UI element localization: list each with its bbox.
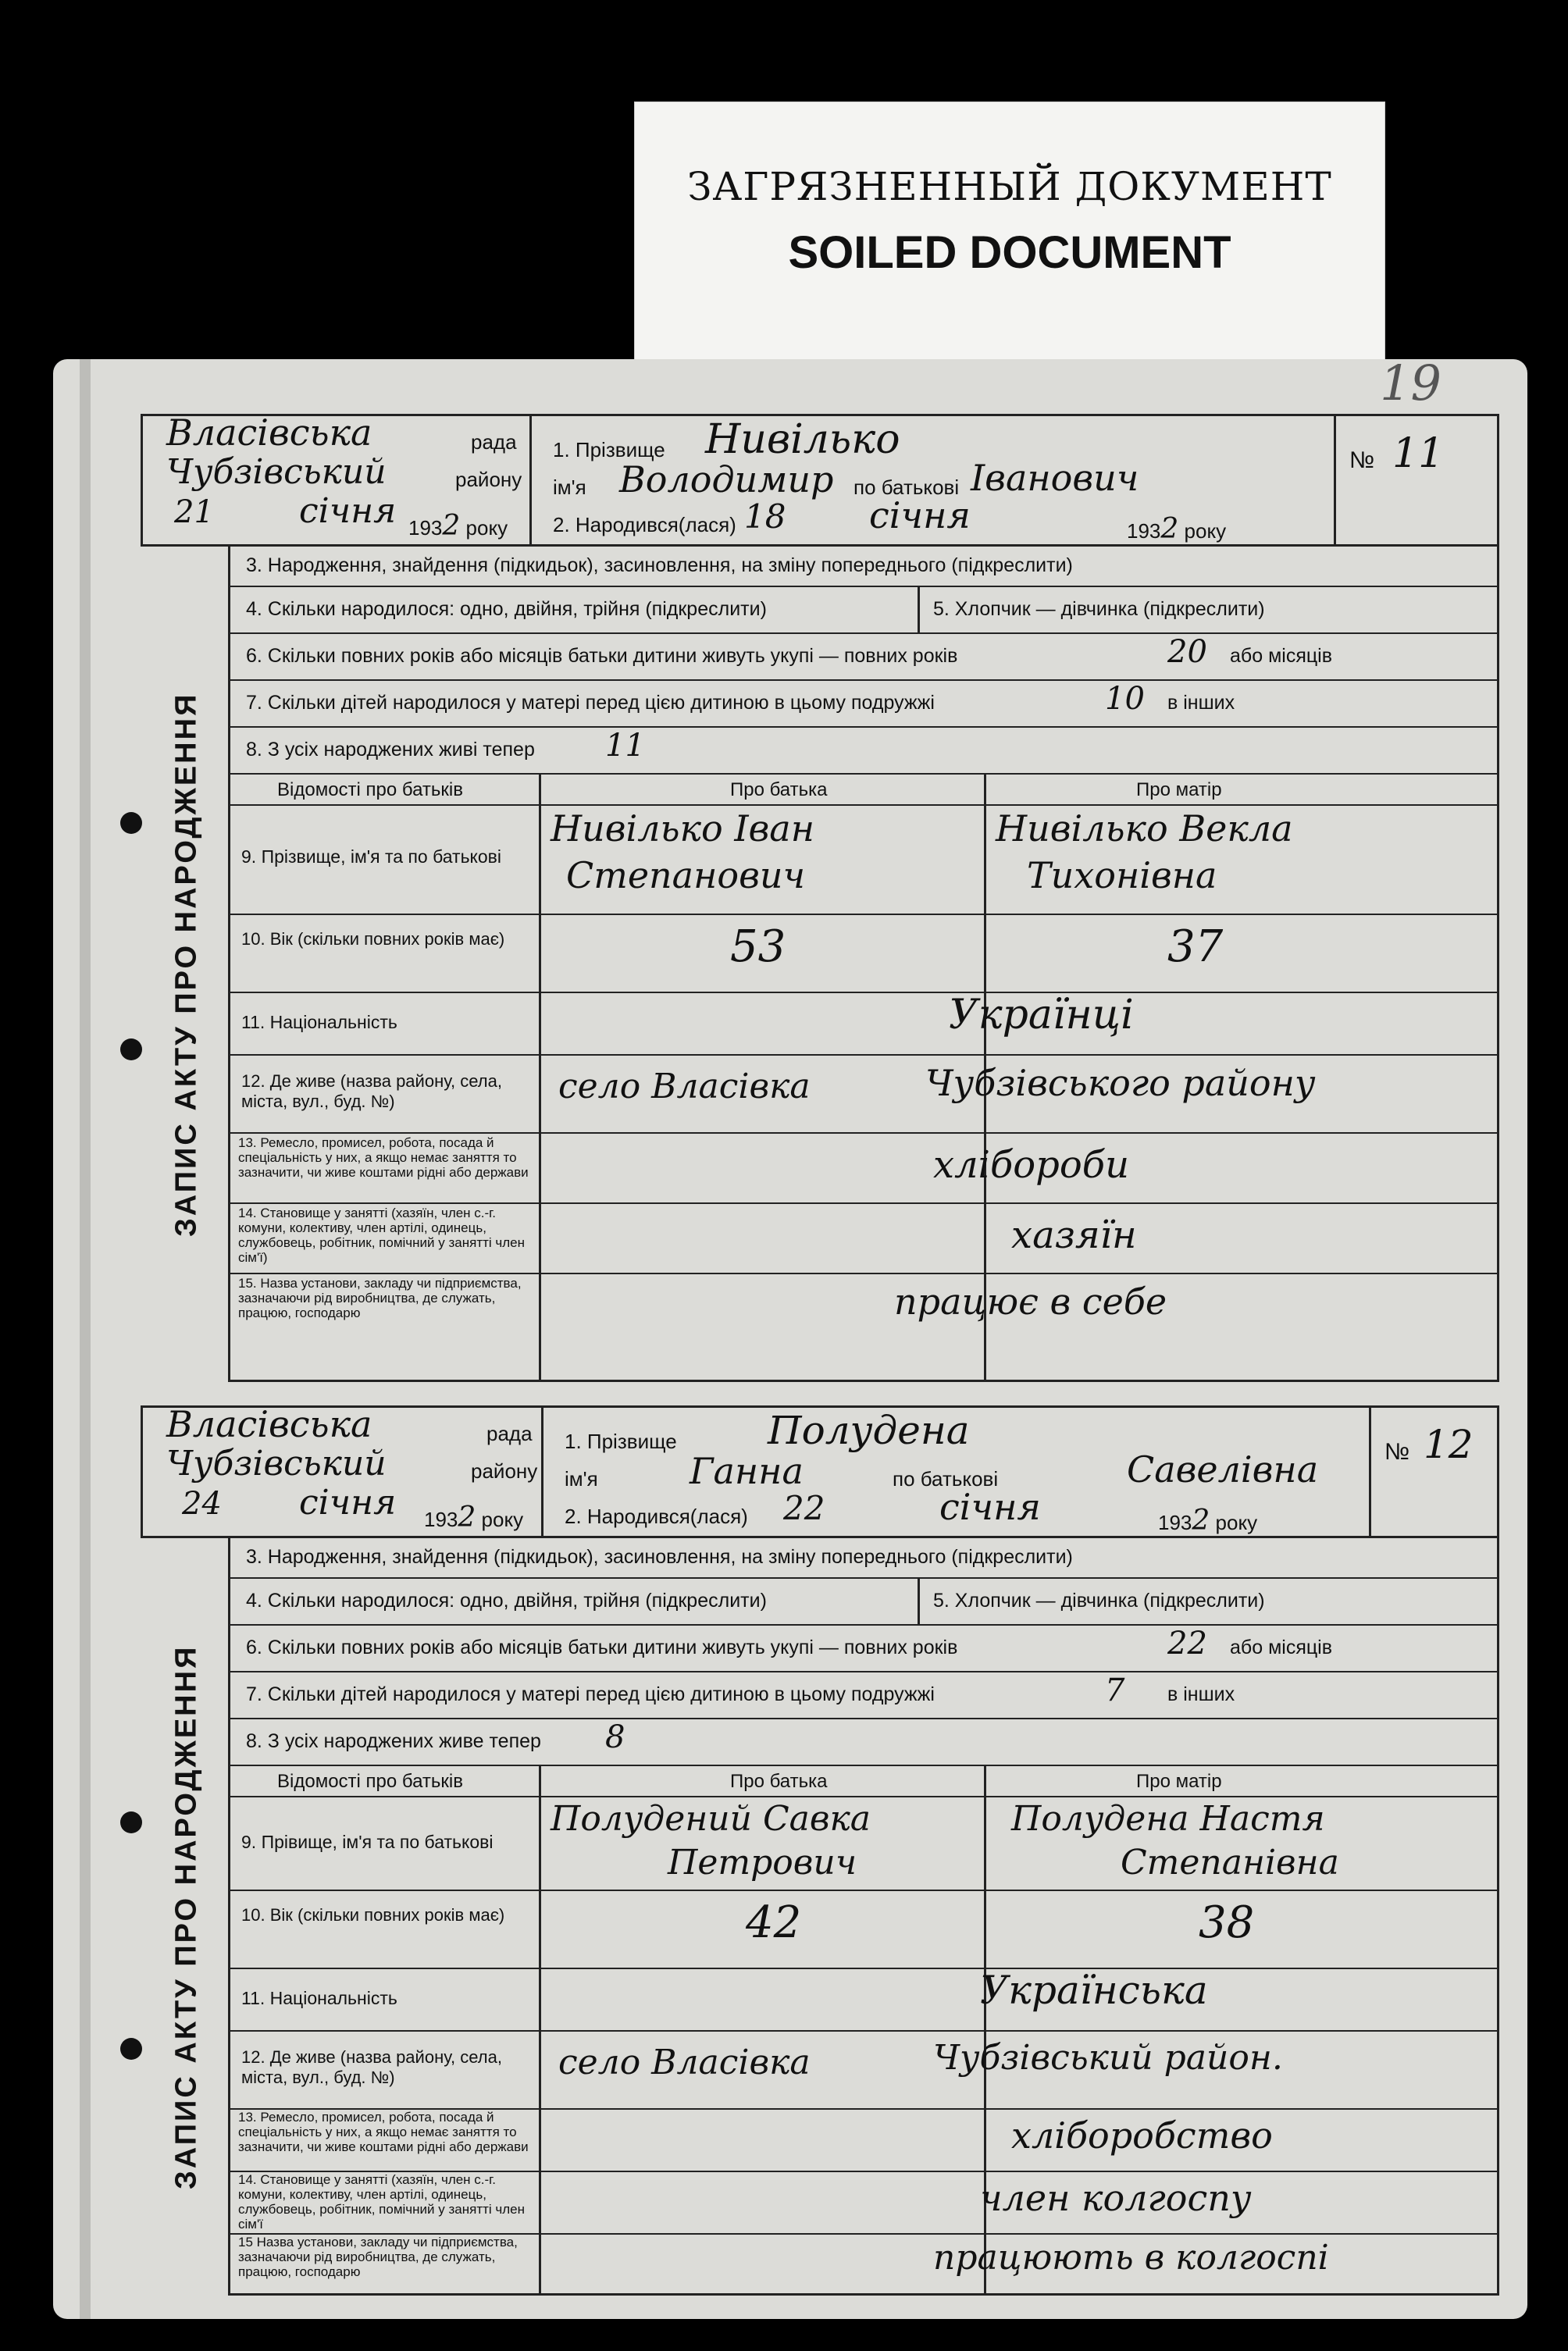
registration-year-digit: 2 <box>458 1501 476 1533</box>
record-header <box>141 1405 1499 1538</box>
question-11-row <box>230 1968 1497 2032</box>
question-3-row <box>230 1538 1497 1579</box>
raion-handwritten: Чубзівський <box>166 452 387 492</box>
patronymic-label: по батькові <box>853 476 960 499</box>
nationality: Українська <box>980 1968 1208 2013</box>
question-6-value: 22 <box>1167 1626 1207 1662</box>
side-title: ЗАПИС АКТУ ПРО НАРОДЖЕННЯ <box>169 1644 203 2189</box>
question-13-row <box>230 1132 1497 1204</box>
binding-hole <box>120 1038 142 1060</box>
question-11: 11. Національність <box>241 1012 397 1032</box>
rada-handwritten: Власівська <box>166 411 372 454</box>
occupation-status: хазяїн <box>1011 1213 1137 1257</box>
record-number-label: № <box>1349 447 1375 473</box>
birth-month: січня <box>939 1486 1041 1528</box>
question-7: 7. Скільки дітей народилося у матері перед цією дитиною в цьому подружжі <box>246 1683 935 1705</box>
workplace: працюють в колгоспі <box>933 2238 1329 2278</box>
raion-label: району <box>455 468 522 491</box>
question-8-value: 11 <box>605 728 645 764</box>
question-8: 8. З усіх народжених живе тепер <box>246 1730 541 1752</box>
question-14: 14. Становище у занятті (хазяїн, член с.-г. комуни, колективу, член артілі, одинець, службовець, робітник, помічний у занятті член сім'ї) <box>238 1206 526 1265</box>
address-village: село Власівка <box>558 2043 811 2082</box>
child-patronymic: Савелівна <box>1127 1448 1319 1491</box>
question-13: 13. Ремесло, промисел, робота, посада й спеціальність у них, а якщо немає заняття то зазначити, чи живе коштами рідні або держави <box>238 2110 529 2154</box>
birth-day: 22 <box>783 1489 825 1527</box>
column-mother: Про матір <box>1136 1771 1222 1792</box>
question-6: 6. Скільки повних років або місяців батьки дитини живуть укупі — повних років <box>246 1637 958 1658</box>
question-10: 10. Вік (скільки повних років має) <box>241 1905 505 1925</box>
record-number: 12 <box>1424 1422 1474 1467</box>
birth-record-2 <box>141 1405 1499 2296</box>
side-title: ЗАПИС АКТУ ПРО НАРОДЖЕННЯ <box>169 692 203 1237</box>
question-15: 15 Назва установи, закладу чи підприємства, зазначаючи рід виробництва, де служать, працюю, господарю <box>238 2235 518 2279</box>
address-village: село Власівка <box>558 1067 811 1106</box>
question-7-row <box>230 679 1497 728</box>
birth-year-digit: 2 <box>1160 513 1179 545</box>
question-9: 9. Прізвище, ім'я та по батькові <box>241 846 501 867</box>
name-label: ім'я <box>553 476 586 499</box>
father-name-line-2: Петрович <box>668 1843 857 1883</box>
patronymic-label: по батькові <box>893 1467 999 1491</box>
question-13-row <box>230 2108 1497 2172</box>
register-page <box>53 359 1527 2319</box>
question-3-row <box>230 547 1497 587</box>
birth-year-suffix: року <box>1215 1511 1258 1534</box>
birth-year-prefix: 193 <box>1127 519 1161 543</box>
rada-label: рада <box>486 1422 533 1445</box>
question-7-tail: в інших <box>1167 692 1235 714</box>
column-father: Про батька <box>730 779 828 800</box>
rada-label: рада <box>471 430 517 454</box>
question-6-tail: або місяців <box>1230 1637 1333 1658</box>
birth-year-prefix: 193 <box>1158 1511 1192 1534</box>
parents-header-row <box>230 1765 1497 1797</box>
question-4: 4. Скільки народилося: одно, двійня, трійня (підкреслити) <box>246 598 767 620</box>
question-8-row <box>230 726 1497 775</box>
question-11: 11. Національність <box>241 1988 397 2008</box>
raion-label: району <box>471 1459 538 1483</box>
label-line-russian: ЗАГРЯЗНЕННЫЙ ДОКУМЕНТ <box>687 164 1332 209</box>
father-name-line-2: Степанович <box>566 854 806 896</box>
child-name: Володимир <box>619 458 834 500</box>
question-15-row <box>230 2233 1497 2294</box>
question-8: 8. З усіх народжених живі тепер <box>246 739 535 761</box>
question-8-value: 8 <box>605 1719 625 1755</box>
question-12-row <box>230 2030 1497 2110</box>
mother-age: 38 <box>1199 1897 1255 1948</box>
nationality: Українці <box>949 992 1134 1038</box>
mother-name-line-1: Нивілько Векла <box>996 807 1293 850</box>
occupation: хлібороби <box>933 1143 1130 1187</box>
child-surname: Полудена <box>768 1408 970 1453</box>
question-5: 5. Хлопчик — дівчинка (підкреслити) <box>933 1590 1265 1612</box>
rada-handwritten: Власівська <box>166 1403 372 1445</box>
binding-hole <box>120 2038 142 2060</box>
column-mother: Про матір <box>1136 779 1222 800</box>
registration-year-prefix: 193 <box>424 1508 458 1531</box>
mother-name-line-2: Тихонівна <box>1027 854 1217 896</box>
question-10: 10. Вік (скільки повних років має) <box>241 929 505 949</box>
registration-day: 24 <box>182 1486 222 1522</box>
occupation: хліборобство <box>1011 2114 1273 2157</box>
mother-name-line-1: Полудена Настя <box>1011 1799 1325 1839</box>
registration-month: січня <box>299 491 397 531</box>
column-info: Відомості про батьків <box>277 1771 463 1792</box>
registration-year-suffix: року <box>465 516 508 540</box>
surname-label: 1. Прізвище <box>565 1430 677 1453</box>
registration-month: січня <box>299 1483 397 1523</box>
workplace: працює в себе <box>894 1281 1167 1323</box>
birth-day: 18 <box>744 497 786 536</box>
birth-month: січня <box>869 494 971 536</box>
question-8-row <box>230 1718 1497 1766</box>
child-name: Ганна <box>690 1450 804 1492</box>
question-11-row <box>230 992 1497 1056</box>
question-13: 13. Ремесло, промисел, робота, посада й спеціальність у них, а якщо немає заняття то зазначити, чи живе коштами рідні або держави <box>238 1135 529 1180</box>
question-7: 7. Скільки дітей народилося у матері перед цією дитиною в цьому подружжі <box>246 692 935 714</box>
question-15: 15. Назва установи, закладу чи підприємства, зазначаючи рід виробництва, де служать, працюю, господарю <box>238 1276 522 1320</box>
raion-handwritten: Чубзівський <box>166 1444 387 1484</box>
registration-year-digit: 2 <box>442 510 461 542</box>
question-6-row <box>230 1624 1497 1672</box>
born-label: 2. Народився(лася) <box>565 1505 748 1528</box>
question-3: 3. Народження, знайдення (підкидьок), засиновлення, на зміну попереднього (підкреслити) <box>246 554 1073 576</box>
soiled-document-label <box>634 102 1385 375</box>
question-7-value: 10 <box>1105 681 1145 717</box>
record-number-label: № <box>1384 1439 1410 1465</box>
question-15-row <box>230 1273 1497 1380</box>
label-line-english: SOILED DOCUMENT <box>788 227 1231 278</box>
question-6-value: 20 <box>1167 634 1207 670</box>
registration-year-prefix: 193 <box>408 516 443 540</box>
birth-record-1 <box>141 411 1499 1382</box>
child-surname: Нивілько <box>705 416 900 463</box>
father-name-line-1: Полудений Савка <box>551 1799 871 1839</box>
record-number: 11 <box>1392 430 1445 477</box>
question-12-row <box>230 1054 1497 1134</box>
record-body <box>169 547 1499 1382</box>
father-age: 42 <box>746 1897 802 1948</box>
question-9-row <box>230 1796 1497 1891</box>
question-4-5-row <box>230 586 1497 634</box>
question-5: 5. Хлопчик — дівчинка (підкреслити) <box>933 598 1265 620</box>
mother-age: 37 <box>1167 921 1224 972</box>
binding-spine <box>80 359 91 2319</box>
column-info: Відомості про батьків <box>277 779 463 800</box>
question-14-row <box>230 2171 1497 2235</box>
question-9-row <box>230 804 1497 915</box>
mother-name-line-2: Степанівна <box>1121 1843 1339 1883</box>
question-6-tail: або місяців <box>1230 645 1333 667</box>
birth-year-digit: 2 <box>1192 1505 1210 1537</box>
question-6: 6. Скільки повних років або місяців батьки дитини живуть укупі — повних років <box>246 645 958 667</box>
question-12: 12. Де живе (назва району, села, міста, вул., буд. №) <box>241 1071 502 1111</box>
question-9: 9. Прівище, ім'я та по батькові <box>241 1832 494 1852</box>
born-label: 2. Народився(лася) <box>553 513 736 536</box>
question-10-row <box>230 1890 1497 1969</box>
birth-year-suffix: року <box>1184 519 1227 543</box>
question-7-value: 7 <box>1105 1672 1125 1708</box>
address-district: Чубзівського району <box>925 1062 1316 1104</box>
registration-year-suffix: року <box>481 1508 524 1531</box>
binding-hole <box>120 812 142 834</box>
occupation-status: член колгоспу <box>980 2177 1252 2219</box>
question-14-row <box>230 1202 1497 1274</box>
question-4: 4. Скільки народилося: одно, двійня, трійня (підкреслити) <box>246 1590 767 1612</box>
record-body <box>169 1538 1499 2296</box>
record-header <box>141 411 1499 547</box>
binding-hole <box>120 1811 142 1833</box>
father-age: 53 <box>730 921 786 972</box>
question-14: 14. Становище у занятті (хазяїн, член с.-г. комуни, колективу, член артілі, одинець, службовець, робітник, помічний у занятті член сім'ї <box>238 2172 526 2232</box>
child-patronymic: Іванович <box>971 457 1139 499</box>
surname-label: 1. Прізвище <box>553 438 665 461</box>
address-district: Чубзівський район. <box>933 2038 1283 2078</box>
question-12: 12. Де живе (назва району, села, міста, вул., буд. №) <box>241 2047 502 2087</box>
question-10-row <box>230 914 1497 993</box>
question-7-tail: в інших <box>1167 1683 1235 1705</box>
registration-day: 21 <box>174 494 214 530</box>
question-3: 3. Народження, знайдення (підкидьок), засиновлення, на зміну попереднього (підкреслити) <box>246 1546 1073 1568</box>
page-number: 19 <box>1380 359 1441 411</box>
question-6-row <box>230 632 1497 681</box>
name-label: ім'я <box>565 1467 598 1491</box>
question-4-5-row <box>230 1577 1497 1626</box>
question-7-row <box>230 1671 1497 1719</box>
parents-header-row <box>230 773 1497 806</box>
column-father: Про батька <box>730 1771 828 1792</box>
father-name-line-1: Нивілько Іван <box>551 807 815 850</box>
